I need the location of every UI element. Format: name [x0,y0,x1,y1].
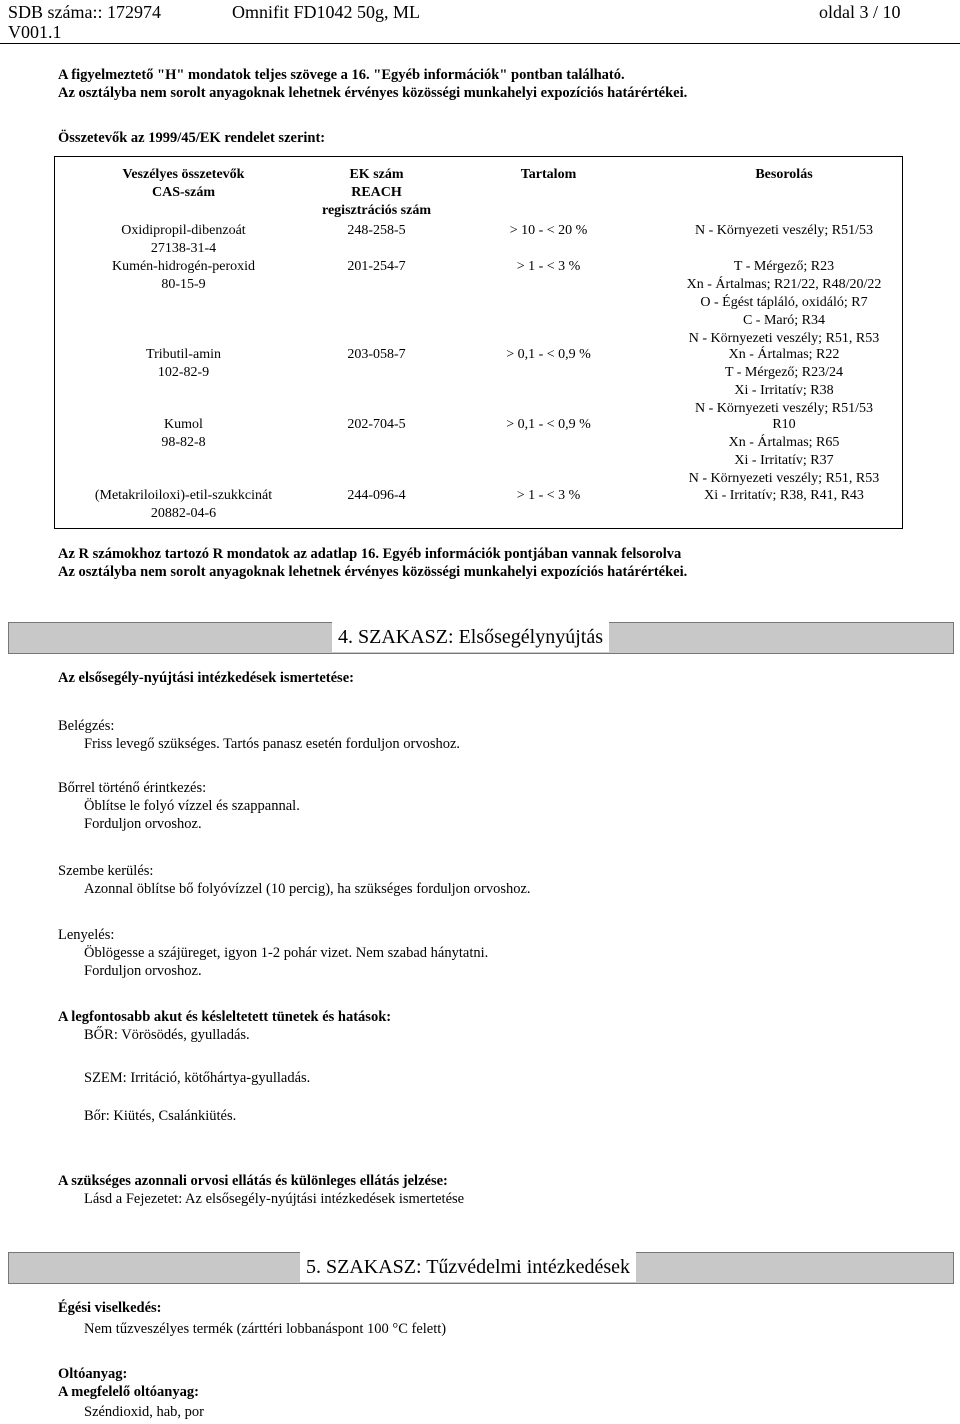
ingredient-name: Kumén-hidrogén-peroxid [111,259,256,274]
ingredients-heading: Összetevők az 1999/45/EK rendelet szerint: [58,130,326,146]
ingredient-class: Xn - Ártalmas; R65 [728,435,840,450]
intro-line-1: A figyelmeztető "H" mondatok teljes szövege a 16. "Egyéb információk" pontban található. [58,67,625,83]
composition-table [54,156,903,529]
product-name: Omnifit FD1042 50g, ML [232,2,421,22]
ingredient-cas: 20882-04-6 [150,506,217,521]
ingredient-class: Xi - Irritatív; R38 [734,383,834,398]
ingredient-class: N - Környezeti veszély; R51/53 [694,223,874,238]
ingredient-class: N - Környezeti veszély; R51, R53 [688,331,880,346]
fire-behaviour-text: Nem tűzveszélyes termék (zárttéri lobbanáspont 100 °C felett) [84,1321,447,1337]
ingredient-ec: 201-254-7 [347,259,406,274]
ingredient-class: O - Égést tápláló, oxidáló; R7 [700,295,868,310]
extinguishing-text: Széndioxid, hab, por [84,1404,205,1420]
r-phrases-note: Az R számokhoz tartozó R mondatok az adatlap 16. Egyéb információk pontjában vannak felsorolva [58,546,682,562]
section-5-title: 5. SZAKASZ: Tűzvédelmi intézkedések [300,1252,636,1282]
skin-text-1: Öblítse le folyó vízzel és szappannal. [84,798,300,814]
version: V001.1 [8,22,62,42]
ingredient-ec: 202-704-5 [347,417,406,432]
first-aid-heading: Az elsősegély-nyújtási intézkedések ismertetése: [58,670,354,686]
ingredient-class: Xn - Ártalmas; R21/22, R48/20/22 [686,277,882,292]
ingredient-name: (Metakriloiloxi)-etil-szukkcinát [94,488,273,503]
symptom-3: Bőr: Kiütés, Csalánkiütés. [84,1108,237,1124]
ingredient-class: Xi - Irritatív; R37 [734,453,834,468]
header-col2-line3: regisztrációs szám [322,203,431,218]
ingestion-label: Lenyelés: [58,927,115,943]
ingredient-name: Kumol [164,417,203,432]
ingredient-class: T - Mérgező; R23 [733,259,835,274]
fire-behaviour-heading: Égési viselkedés: [58,1300,162,1316]
ingredient-class: N - Környezeti veszély; R51, R53 [688,471,880,486]
exposure-note: Az osztályba nem sorolt anyagoknak lehetnek érvényes közösségi munkahelyi expozíciós határértékei. [58,564,688,580]
ingredient-ec: 203-058-7 [347,347,406,362]
ingredient-class: T - Mérgező; R23/24 [724,365,844,380]
inhalation-label: Belégzés: [58,718,115,734]
ingredient-class: Xi - Irritatív; R38, R41, R43 [704,488,864,503]
medical-text: Lásd a Fejezetet: Az elsősegély-nyújtási intézkedések ismertetése [84,1191,465,1207]
ingredient-cas: 102-82-9 [157,365,210,380]
ingredient-content: > 10 - < 20 % [509,223,588,238]
header-col2-line2: REACH [351,185,402,200]
symptoms-heading: A legfontosabb akut és késleltetett tünetek és hatások: [58,1009,392,1025]
header-col2-line1: EK szám [349,167,404,182]
ingredient-class: N - Környezeti veszély; R51/53 [694,401,874,416]
medical-heading: A szükséges azonnali orvosi ellátás és különleges ellátás jelzése: [58,1173,448,1189]
ingredient-content: > 1 - < 3 % [516,259,581,274]
extinguishing-heading: Oltóanyag: [58,1366,128,1382]
ingredient-name: Tributil-amin [146,347,221,362]
header-divider [0,43,960,44]
ingredient-cas: 27138-31-4 [150,241,217,256]
ingredient-content: > 1 - < 3 % [516,488,581,503]
ingredient-ec: 248-258-5 [347,223,406,238]
inhalation-text: Friss levegő szükséges. Tartós panasz esetén forduljon orvoshoz. [84,736,461,752]
intro-line-2: Az osztályba nem sorolt anyagoknak lehetnek érvényes közösségi munkahelyi expozíciós határértékei. [58,85,688,101]
eye-text: Azonnal öblítse bő folyóvízzel (10 percig), ha szükséges forduljon orvoshoz. [84,881,531,897]
ingredient-ec: 244-096-4 [347,488,406,503]
ingredient-class: R10 [772,417,796,432]
ingestion-text-2: Forduljon orvoshoz. [84,963,202,979]
ingredient-cas: 80-15-9 [161,277,206,292]
skin-label: Bőrrel történő érintkezés: [58,780,207,796]
page-indicator: oldal 3 / 10 [819,2,901,22]
ingredient-class: Xn - Ártalmas; R22 [728,347,840,362]
sds-number: SDB száma:: 172974 [8,2,161,22]
symptom-2: SZEM: Irritáció, kötőhártya-gyulladás. [84,1070,311,1086]
header-col1-line2: CAS-szám [152,185,215,200]
eye-label: Szembe kerülés: [58,863,154,879]
section-4-title: 4. SZAKASZ: Elsősegélynyújtás [332,622,609,652]
ingredient-name: Oxidipropil-dibenzoát [121,223,246,238]
ingestion-text-1: Öblögesse a szájüreget, igyon 1-2 pohár vizet. Nem szabad hánytatni. [84,945,489,961]
header-col1-line1: Veszélyes összetevők [122,167,245,182]
ingredient-content: > 0,1 - < 0,9 % [506,347,591,362]
header-col4: Besorolás [755,167,813,182]
ingredient-content: > 0,1 - < 0,9 % [506,417,591,432]
ingredient-class: C - Maró; R34 [742,313,826,328]
suitable-extinguishing-heading: A megfelelő oltóanyag: [58,1384,199,1400]
symptom-1: BŐR: Vörösödés, gyulladás. [84,1027,250,1043]
header-col3: Tartalom [520,167,577,182]
ingredient-cas: 98-82-8 [161,435,206,450]
skin-text-2: Forduljon orvoshoz. [84,816,202,832]
